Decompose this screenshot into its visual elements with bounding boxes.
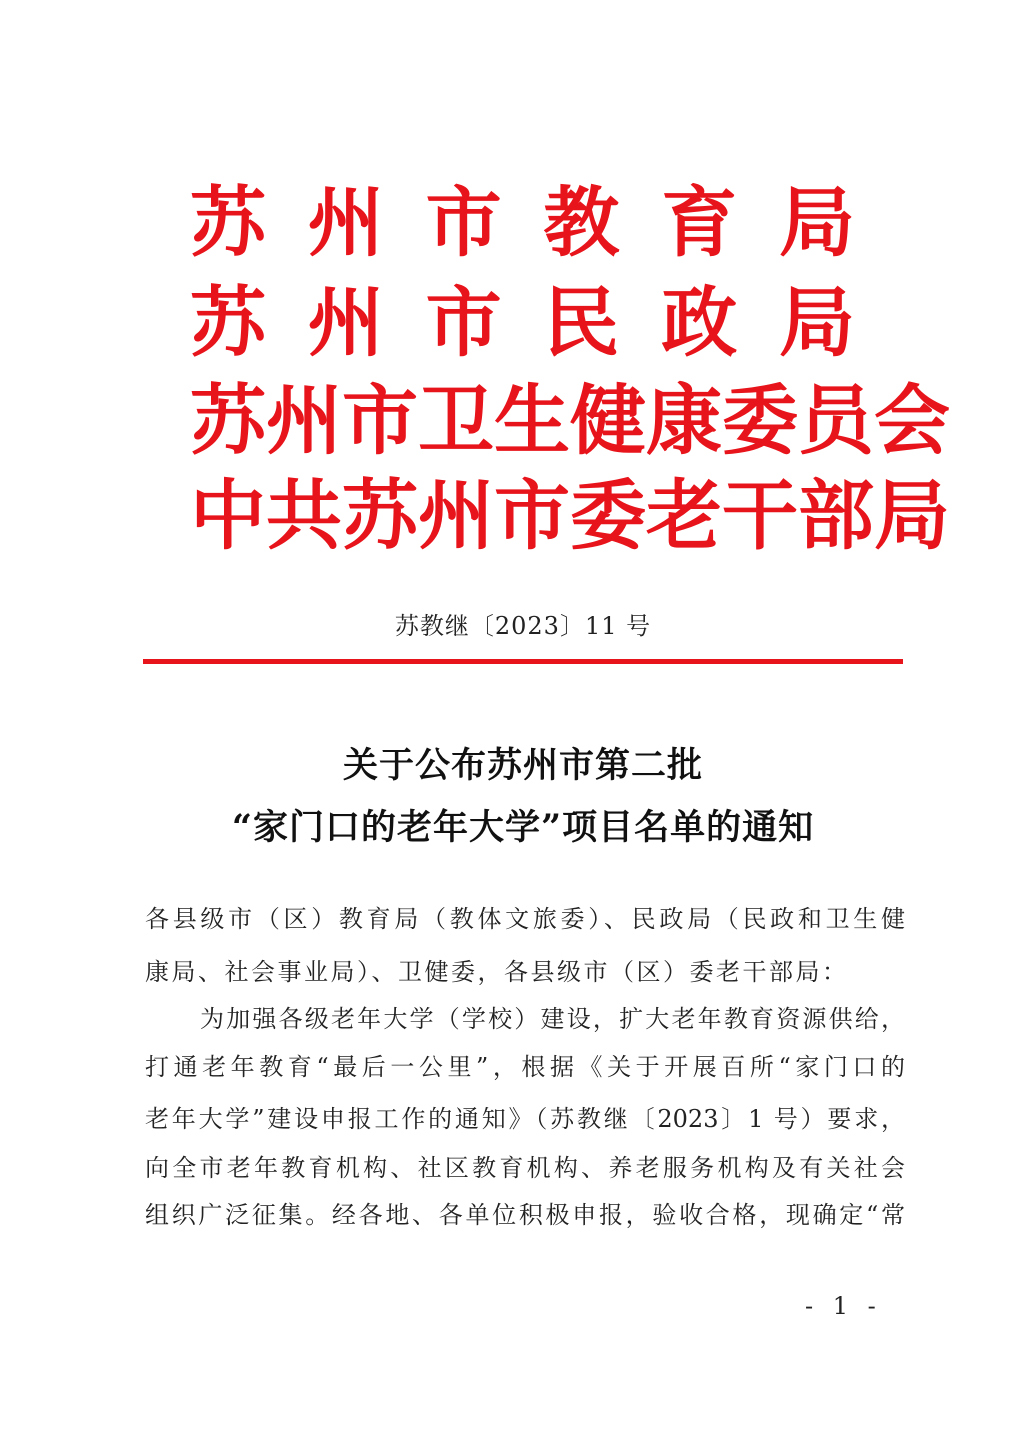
issuer-char: 政 [661,278,738,367]
issuer-char: 局 [874,471,950,560]
issuer-char: 局 [778,278,855,367]
body-line: 各县级市（区）教育局（教体文旅委）、民政局（民政和卫生健 [145,905,905,933]
issuer-char: 委 [570,471,646,560]
issuer-char: 市 [342,376,418,465]
issuer-char: 干 [722,471,798,560]
issuer-char: 部 [798,471,874,560]
red-separator-rule [143,659,903,664]
body-line: 康局、社会事业局）、卫健委，各县级市（区）委老干部局： [145,958,849,986]
issuer-line-veteran-cadres-bureau [190,468,950,564]
issuer-char: 州 [307,178,384,267]
document-number: 苏教继〔2023〕11 号 [394,612,652,640]
issuer-char: 市 [425,278,502,367]
issuer-char: 健 [570,376,646,465]
page-number: - 1 - [805,1292,882,1320]
issuer-char: 苏 [190,376,266,465]
issuer-line-civil-affairs-bureau [190,275,855,371]
body-line: 老年大学”建设申报工作的通知》（苏教继〔2023〕1 号）要求， [145,1105,905,1133]
issuer-char: 苏 [342,471,418,560]
issuer-char: 民 [543,278,620,367]
issuer-char: 育 [661,178,738,267]
issuer-char: 委 [722,376,798,465]
body-line: 打通老年教育“最后一公里”，根据《关于开展百所“家门口的 [145,1053,905,1081]
issuer-line-health-commission [190,373,950,469]
body-line: 组织广泛征集。经各地、各单位积极申报，验收合格，现确定“常 [145,1201,905,1229]
body-line: 向全市老年教育机构、社区教育机构、养老服务机构及有关社会 [145,1154,905,1182]
body-line: 为加强各级老年大学（学校）建设，扩大老年教育资源供给， [200,1005,905,1033]
issuer-char: 员 [798,376,874,465]
issuer-char: 共 [266,471,342,560]
issuer-char: 苏 [190,278,266,367]
issuer-char: 苏 [190,178,266,267]
notice-title-line-2: “家门口的老年大学”项目名单的通知 [231,807,815,848]
issuer-char: 市 [425,178,502,267]
notice-title-line-1: 关于公布苏州市第二批 [342,745,703,786]
issuer-char: 州 [307,278,384,367]
issuer-char: 卫 [418,376,494,465]
issuer-char: 教 [543,178,620,267]
issuer-char: 康 [646,376,722,465]
issuer-char: 老 [646,471,722,560]
issuer-char: 中 [190,471,266,560]
issuer-char: 市 [494,471,570,560]
issuer-char: 生 [494,376,570,465]
issuer-line-education-bureau [190,175,855,271]
issuer-char: 州 [418,471,494,560]
issuer-char: 州 [266,376,342,465]
issuer-char: 局 [778,178,855,267]
issuer-char: 会 [874,376,950,465]
